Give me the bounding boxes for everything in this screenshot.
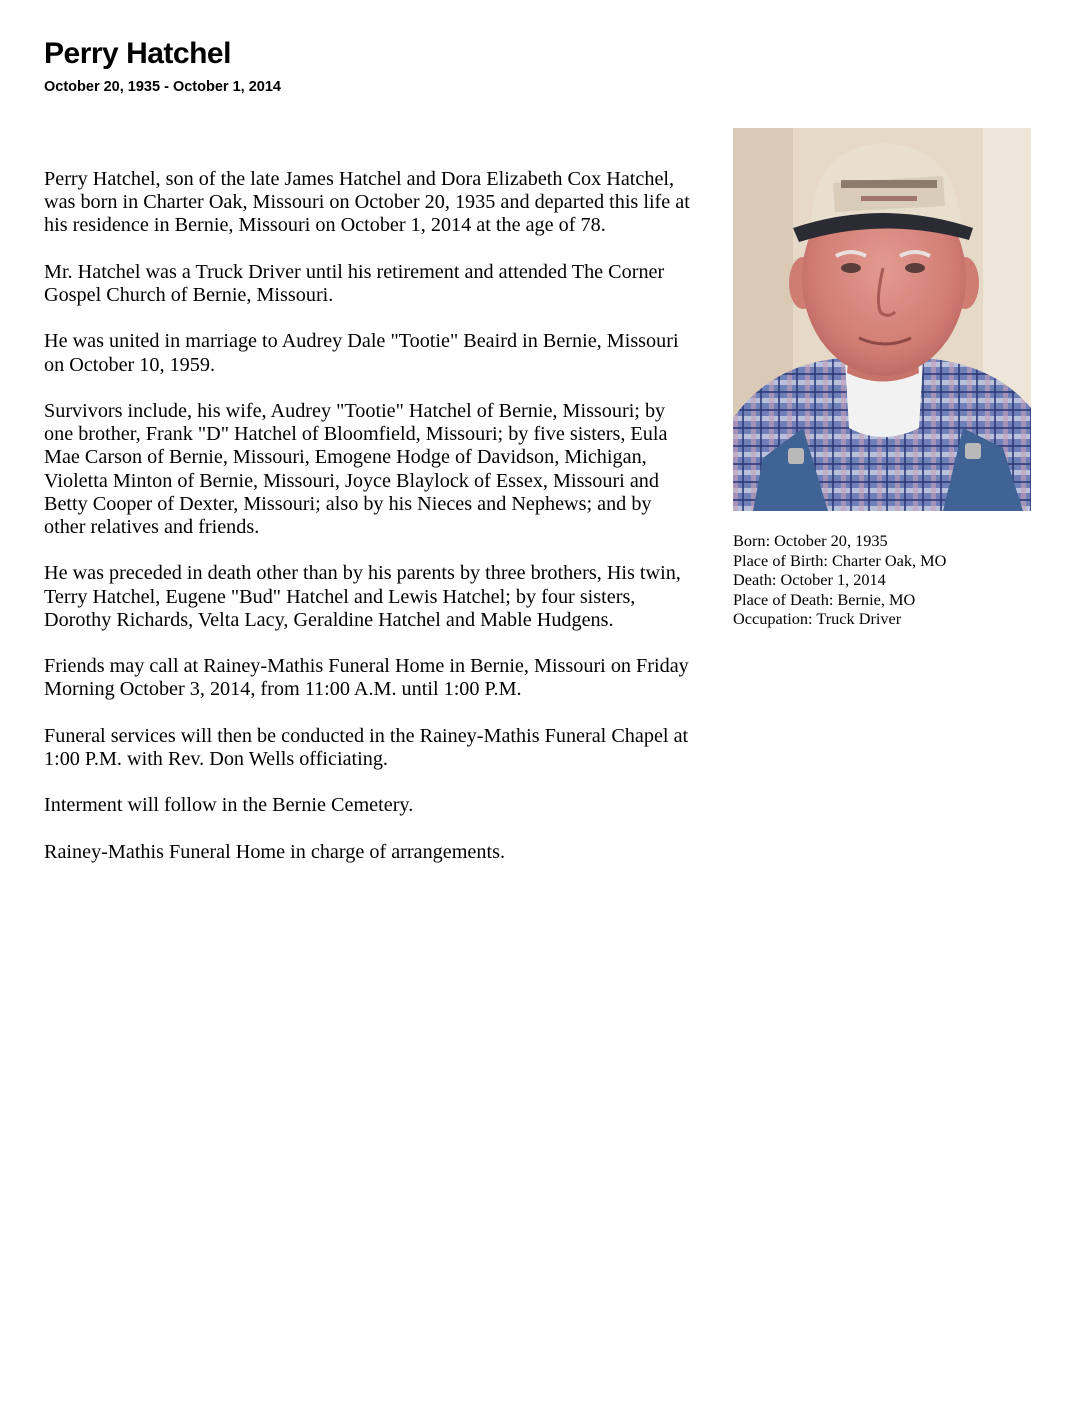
obituary-paragraph: Perry Hatchel, son of the late James Hatchel and Dora Elizabeth Cox Hatchel, was born in Charter Oak, Missouri on October 20, 1935 and departed this life at his residence in Bernie, Missouri on October 1, 2014 at the age of 78.	[44, 168, 690, 237]
fact-born: Born: October 20, 1935	[733, 531, 888, 550]
obituary-text	[44, 168, 696, 887]
obituary-paragraph: Survivors include, his wife, Audrey "Tootie" Hatchel of Bernie, Missouri; by one brother, Frank "D" Hatchel of Bloomfield, Missouri; by five sisters, Eula Mae Carson of Bernie, Missouri, Emogene Hodge of Davidson, Michigan, Violetta Minton of Bernie, Missouri, Joyce Blaylock of Essex, Missouri and Betty Cooper of Dexter, Missouri; also by his Nieces and Nephews; and by other relatives and friends.	[44, 399, 668, 538]
fact-occupation: Occupation: Truck Driver	[733, 609, 902, 629]
vital-facts	[733, 531, 1073, 629]
obituary-paragraph: Interment will follow in the Bernie Cemetery.	[44, 794, 414, 817]
fact-birthplace: Place of Birth: Charter Oak, MO	[733, 550, 947, 570]
obituary-paragraph: Mr. Hatchel was a Truck Driver until his retirement and attended The Corner Gospel Church of Bernie, Missouri.	[44, 260, 665, 306]
obituary-paragraph: Rainey-Mathis Funeral Home in charge of arrangements.	[44, 840, 505, 863]
page-title: Perry Hatchel	[44, 37, 231, 70]
obituary-paragraph: He was preceded in death other than by his parents by three brothers, His twin, Terry Hatchel, Eugene "Bud" Hatchel and Lewis Hatchel; by four sisters, Dorothy Richards, Velta Lacy, Geraldine Hatchel and Mable Hudgens.	[44, 562, 681, 631]
obituary-paragraph: Friends may call at Rainey-Mathis Funeral Home in Bernie, Missouri on Friday Morning October 3, 2014, from 11:00 A.M. until 1:00 P.M.	[44, 655, 689, 701]
portrait-illustration	[733, 128, 1031, 511]
fact-death: Death: October 1, 2014	[733, 570, 886, 590]
portrait-photo	[733, 128, 1031, 511]
life-dates: October 20, 1935 - October 1, 2014	[44, 79, 281, 95]
obituary-paragraph: Funeral services will then be conducted in the Rainey-Mathis Funeral Chapel at 1:00 P.M. with Rev. Don Wells officiating.	[44, 724, 689, 770]
obituary-paragraph: He was united in marriage to Audrey Dale "Tootie" Beaird in Bernie, Missouri on October 10, 1959.	[44, 330, 679, 376]
fact-deathplace: Place of Death: Bernie, MO	[733, 589, 916, 609]
